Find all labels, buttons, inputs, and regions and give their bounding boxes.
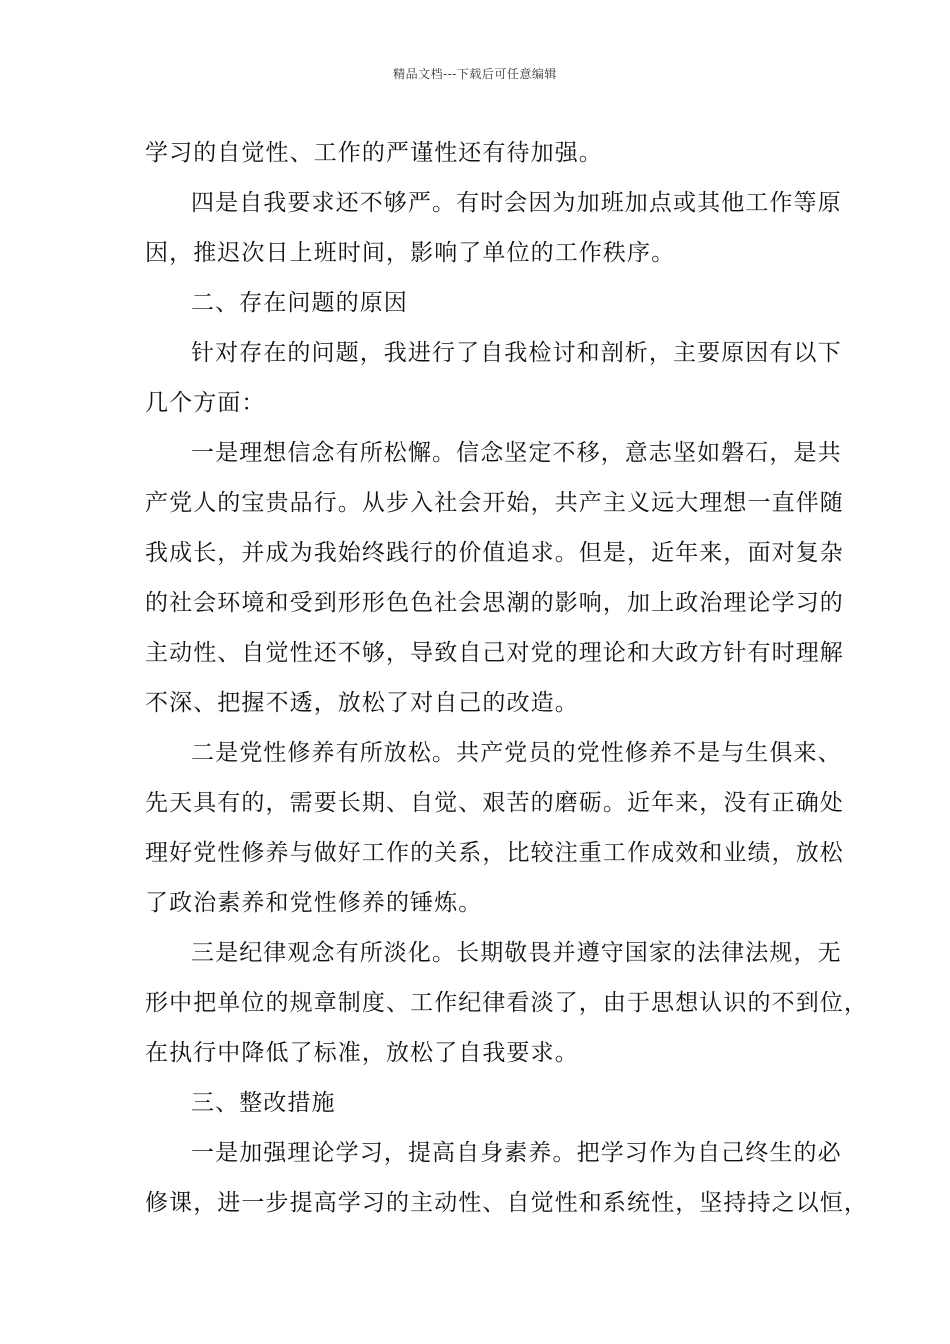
text-line: 针对存在的问题，我进行了自我检讨和剖析，主要原因有以下: [191, 340, 842, 366]
text-line: 四是自我要求还不够严。有时会因为加班加点或其他工作等原: [191, 190, 842, 216]
text-line: 三是纪律观念有所淡化。长期敬畏并遵守国家的法律法规，无: [191, 940, 842, 966]
text-line: 理好党性修养与做好工作的关系，比较注重工作成效和业绩，放松: [145, 840, 844, 866]
text-line: 二是党性修养有所放松。共产党员的党性修养不是与生俱来、: [191, 740, 842, 766]
text-line: 几个方面：: [145, 390, 266, 416]
text-line: 形中把单位的规章制度、工作纪律看淡了，由于思想认识的不到位，: [145, 990, 868, 1016]
text-line: 学习的自觉性、工作的严谨性还有待加强。: [145, 140, 603, 166]
section-heading: 三、整改措施: [191, 1090, 336, 1116]
text-line: 修课，进一步提高学习的主动性、自觉性和系统性，坚持持之以恒，: [145, 1190, 868, 1216]
text-line: 我成长，并成为我始终践行的价值追求。但是，近年来，面对复杂: [145, 540, 844, 566]
page-header: 精品文档---下载后可任意编辑: [393, 67, 557, 81]
text-line: 一是理想信念有所松懈。信念坚定不移，意志坚如磐石，是共: [191, 440, 842, 466]
text-line: 产党人的宝贵品行。从步入社会开始，共产主义远大理想一直伴随: [145, 490, 844, 516]
text-line: 因，推迟次日上班时间，影响了单位的工作秩序。: [145, 240, 676, 266]
text-line: 了政治素养和党性修养的锤炼。: [145, 890, 483, 916]
text-line: 的社会环境和受到形形色色社会思潮的影响，加上政治理论学习的: [145, 590, 844, 616]
section-heading: 二、存在问题的原因: [191, 290, 408, 316]
text-line: 先天具有的，需要长期、自觉、艰苦的磨砺。近年来，没有正确处: [145, 790, 844, 816]
text-line: 一是加强理论学习，提高自身素养。把学习作为自己终生的必: [191, 1140, 842, 1166]
text-line: 在执行中降低了标准，放松了自我要求。: [145, 1040, 579, 1066]
text-line: 不深、把握不透，放松了对自己的改造。: [145, 690, 579, 716]
text-line: 主动性、自觉性还不够，导致自己对党的理论和大政方针有时理解: [145, 640, 844, 666]
document-body: [145, 128, 868, 1228]
